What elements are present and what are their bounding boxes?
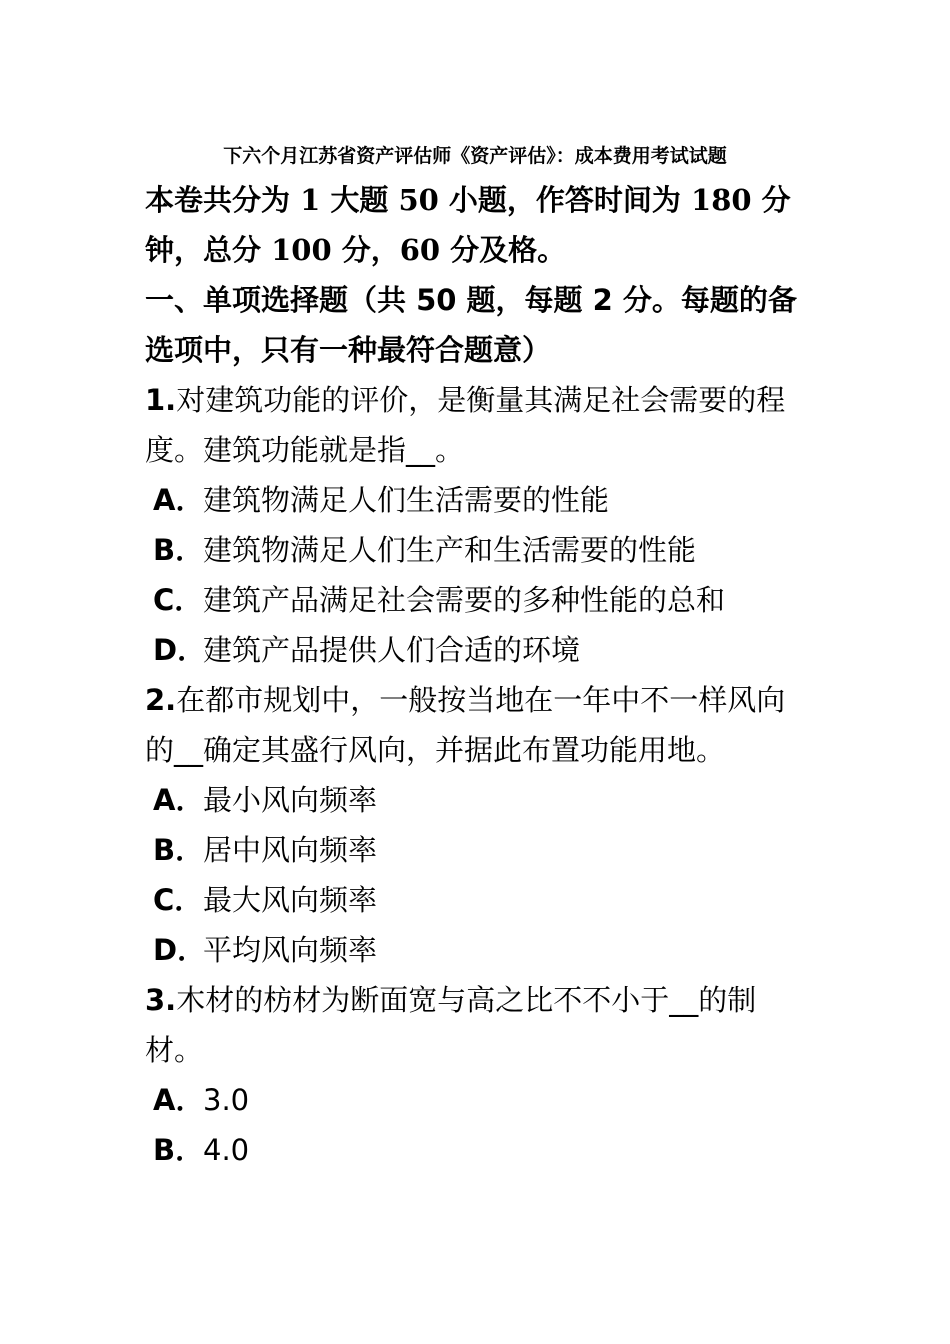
option-a (145, 1075, 810, 1125)
question-stem (145, 975, 810, 1075)
option-text: 建筑物满足人们生活需要的性能 (203, 483, 610, 517)
option-b (145, 1125, 810, 1175)
question-number: 1. (145, 383, 177, 417)
option-text: 建筑物满足人们生产和生活需要的性能 (203, 533, 697, 567)
option-text: 建筑产品提供人们合适的环境 (203, 633, 581, 667)
option-text: 最大风向频率 (203, 883, 378, 917)
document-body (145, 175, 810, 1175)
question-text: 在都市规划中，一般按当地在一年中不一样风向的__确定其盛行风向，并据此布置功能用地。 (145, 683, 786, 767)
option-a (145, 475, 810, 525)
question-1 (145, 375, 810, 675)
question-number: 3. (145, 983, 177, 1017)
option-key: C． (153, 883, 204, 917)
question-stem (145, 375, 810, 475)
option-text: 居中风向频率 (203, 833, 378, 867)
option-a (145, 775, 810, 825)
option-key: D． (153, 933, 207, 967)
option-text: 3.0 (203, 1083, 250, 1117)
exam-intro: 本卷共分为 1 大题 50 小题，作答时间为 180 分钟，总分 100 分，60 分及格。 (145, 183, 791, 267)
question-number: 2. (145, 683, 177, 717)
option-c (145, 575, 810, 625)
option-key: A． (153, 1083, 205, 1117)
option-text: 建筑产品满足社会需要的多种性能的总和 (203, 583, 726, 617)
option-key: D． (153, 633, 207, 667)
option-key: B． (153, 833, 205, 867)
question-3 (145, 975, 810, 1175)
option-list (145, 475, 810, 675)
option-text: 4.0 (203, 1133, 250, 1167)
option-text: 平均风向频率 (203, 933, 378, 967)
option-key: A． (153, 483, 205, 517)
option-list (145, 1075, 810, 1175)
option-key: C． (153, 583, 204, 617)
question-2 (145, 675, 810, 975)
option-key: B． (153, 1133, 205, 1167)
option-d (145, 625, 810, 675)
question-text: 木材的枋材为断面宽与高之比不不小于__的制材。 (145, 983, 757, 1067)
option-b (145, 825, 810, 875)
document-title: 下六个月江苏省资产评估师《资产评估》：成本费用考试试题 (223, 145, 727, 167)
option-list (145, 775, 810, 975)
question-stem (145, 675, 810, 775)
option-c (145, 875, 810, 925)
question-text: 对建筑功能的评价，是衡量其满足社会需要的程度。建筑功能就是指__。 (145, 383, 786, 467)
option-d (145, 925, 810, 975)
option-b (145, 525, 810, 575)
option-key: B． (153, 533, 205, 567)
section-heading: 一、单项选择题（共 50 题，每题 2 分。每题的备选项中，只有一种最符合题意） (145, 283, 797, 367)
option-key: A． (153, 783, 205, 817)
option-text: 最小风向频率 (203, 783, 378, 817)
